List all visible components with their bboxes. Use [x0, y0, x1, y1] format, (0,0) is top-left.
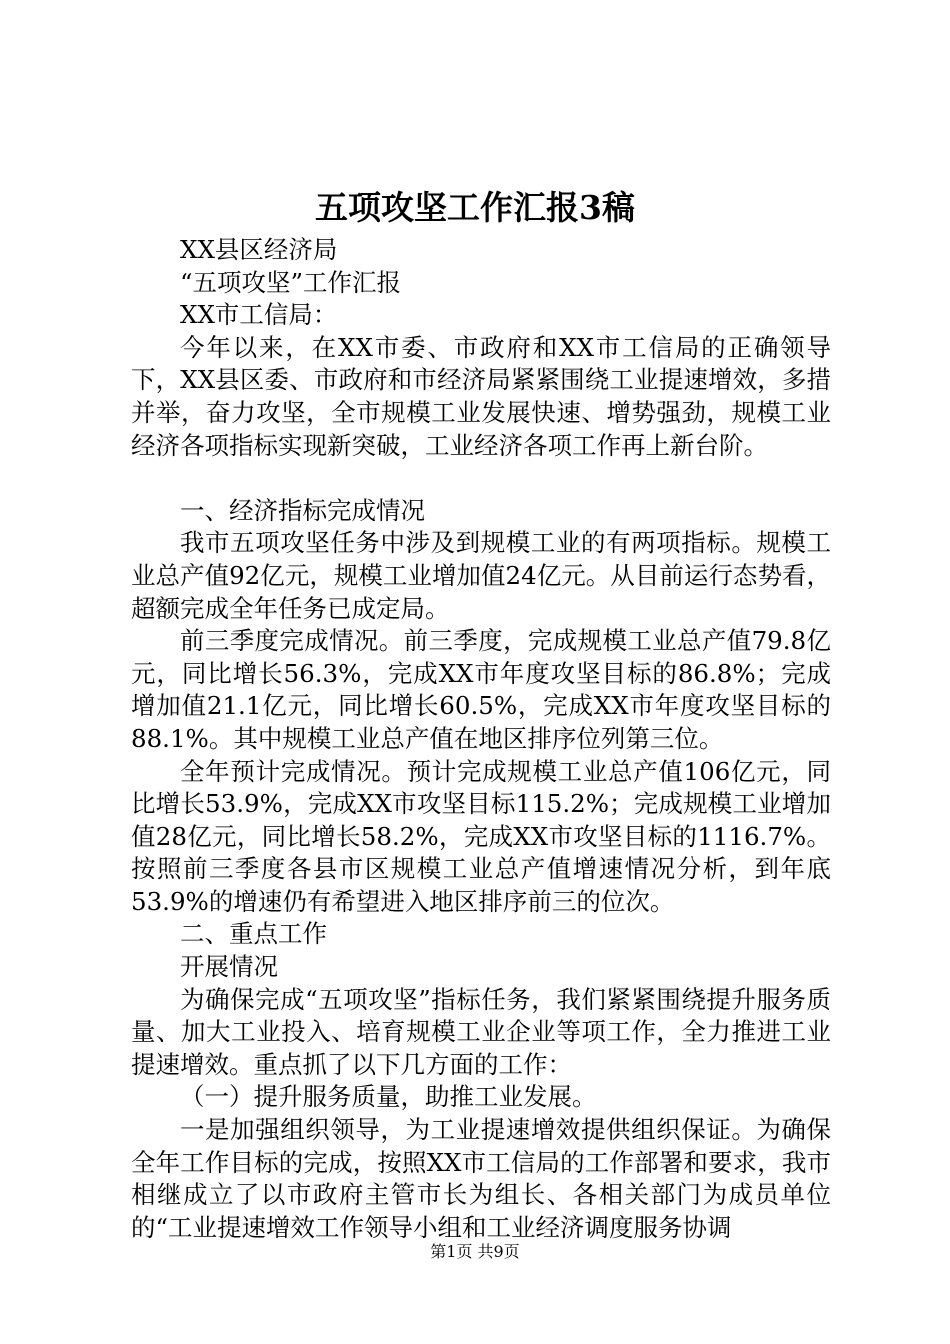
document-body — [131, 234, 831, 1244]
paragraph: XX县区经济局 — [180, 235, 338, 264]
document-title: 五项攻坚工作汇报3稿 — [315, 188, 635, 227]
paragraph: XX市工信局： — [180, 300, 338, 330]
paragraph: 前三季度完成情况。前三季度，完成规模工业总产值79.8亿元，同比增长56.3%，完成XX市年度攻坚目标的86.8%；完成增加值21.1亿元，同比增长60.5%，完成XX市年度攻坚目标的88.1%。其中规模工业总产值在地区排序位列第三位。 — [131, 626, 831, 753]
paragraph: 为确保完成“五项攻坚”指标任务，我们紧紧围绕提升服务质量、加大工业投入、培育规模工业企业等项工作，全力推进工业提速增效。重点抓了以下几方面的工作： — [131, 984, 831, 1079]
paragraph: “五项攻坚”工作汇报 — [180, 267, 402, 297]
section-heading: 一、经济指标完成情况 — [180, 495, 425, 525]
paragraph: 我市五项攻坚任务中涉及到规模工业的有两项指标。规模工业总产值92亿元，规模工业增加值24亿元。从目前运行态势看，超额完成全年任务已成定局。 — [131, 528, 831, 623]
paragraph: 开展情况 — [180, 952, 278, 982]
section-heading: 二、重点工作 — [180, 919, 327, 949]
paragraph: 一是加强组织领导，为工业提速增效提供组织保证。为确保全年工作目标的完成，按照XX市工信局的工作部署和要求，我市相继成立了以市政府主管市长为组长、各相关部门为成员单位的“工业提速增效工作领导小组和工业经济调度服务协调 — [131, 1115, 831, 1242]
paragraph: 全年预计完成情况。预计完成规模工业总产值106亿元，同比增长53.9%，完成XX市攻坚目标115.2%；完成规模工业增加值28亿元，同比增长58.2%，完成XX市攻坚目标的1116.7%。按照前三季度各县市区规模工业总产值增速情况分析，到年底53.9%的增速仍有希望进入地区排序前三的位次。 — [131, 756, 831, 916]
page-footer: 第1页 共9页 — [430, 1242, 520, 1261]
sub-heading: （一）提升服务质量，助推工业发展。 — [180, 1082, 597, 1112]
paragraph: 今年以来，在XX市委、市政府和XX市工信局的正确领导下，XX县区委、市政府和市经济局紧紧围绕工业提速增效，多措并举，奋力攻坚，全市规模工业发展快速、增势强劲，规模工业经济各项指标实现新突破，工业经济各项工作再上新台阶。 — [131, 332, 831, 460]
